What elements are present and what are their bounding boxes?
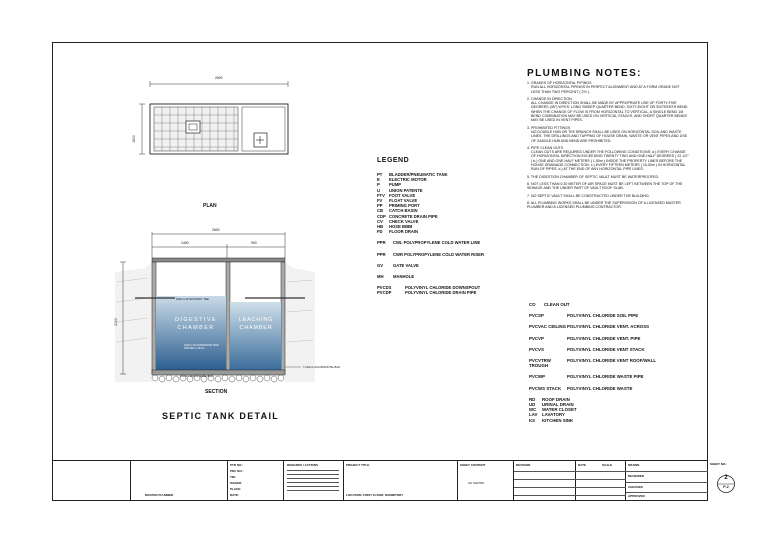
plumbing-notes-title: PLUMBING NOTES: [527, 68, 642, 79]
septic-tank-plan [138, 76, 298, 156]
date-label: DATE: [230, 493, 239, 497]
section-height-dimension: 2100 [113, 318, 118, 326]
scale-label: SCALE [602, 463, 613, 467]
list-item: CO CLEAN OUT [529, 302, 570, 307]
master-plumber-label: MASTER PLUMBER [145, 493, 174, 497]
plan-width-dimension: 2600 [215, 76, 223, 80]
list-item: 5. THE DIGESTION CHAMBER OF SEPTIC VAULT MUST BE WATERPROOFED. [527, 174, 660, 179]
leaching-chamber-label: LEACHING CHAMBER [238, 317, 274, 331]
project-title-label: PROJECT TITLE [346, 463, 370, 467]
list-item: PVCWP POLYVINYL CHLORIDE WASTE PIPE [529, 374, 644, 380]
approved-label: APPROVED [628, 494, 645, 498]
legend-secondary-list [529, 302, 694, 423]
ptr-label: PTR NO.: [230, 463, 244, 467]
prc-label: PRC NO.: [230, 469, 244, 473]
list-item: 1. GRADES OF HORIZONTAL PIPINGS RUN ALL HORIZONTAL PIPINGS IN PERFECT ALIGNMENT AND AT A FORM GRADE NOT LESS THAN TWO PERCENT ( 2% ). [527, 81, 680, 94]
sanitary-tee-note: 100mm Ø SANITARY TEE [176, 297, 209, 301]
list-item: PVCWS STACK POLYVINYL CHLORIDE WASTE [529, 385, 633, 391]
drawing-title: SEPTIC TANK DETAIL [162, 411, 280, 421]
horizontal-bar-note: 100mm Ø HORIZONTAL BAR SPACED 1.10mm [184, 344, 219, 351]
list-item: PVCSP POLYVINYL CHLORIDE SOIL PIPE [529, 313, 639, 319]
plan-height-dimension: 1600 [131, 135, 136, 143]
list-item: 2. CHANGE IN DIRECTION ALL CHANGE IN DIRECTION SHALL BE MADE BY APPROPRIATE USE OF FORTY-FIVE DEGREES (45°) WYES, LONG SWEEP QUARTER BEND, SIXTY-EIGHT OR SIXTEENTH BEND. WHEN THE CHANGE OF FLOW IS FROM HORIZONTAL TO VERTICAL, A SINGLE BEND 1/8 BEND COMBINATION MAY BE USED ON VERTICAL STACKS, AND SHORT QUARTER BENDS MAY BE USED IN VENT PIPES. [527, 96, 689, 123]
list-item: 7. NO SEPTIC VAULT SHALL BE CONSTRUCTED UNDER THE BUILDING. [527, 193, 650, 198]
issued-label: ISSUED: [230, 481, 243, 485]
tin-label: TIN: [230, 475, 236, 479]
list-item: E ELECTRIC MOTOR [377, 177, 427, 183]
as-shown-label: AS SHOWN [468, 481, 485, 485]
plan-label: PLAN [203, 203, 217, 209]
plumbing-notes-list [527, 81, 689, 212]
list-item: U UNION PATENTE [377, 187, 423, 193]
list-item: PPR CWL POLYPROPYLENE COLD WATER LINE [377, 240, 481, 246]
list-item: PVCDP POLYVINYL CHLORIDE DRAIN PIPE [377, 290, 477, 296]
list-item: P PUMP [377, 182, 402, 188]
list-item: FTV FOOT VALVE [377, 192, 416, 198]
sheet-sub-number: P-2 [723, 485, 729, 489]
location-label: LOCATION: FIRST FLOOR, DORMITORY [346, 493, 404, 497]
legend-list [377, 172, 522, 296]
title-block [53, 460, 707, 501]
section-width-dimension: 2600 [212, 228, 220, 232]
list-item: RD ROOF DRAIN [529, 396, 570, 402]
section-label: SECTION [205, 389, 228, 395]
list-item: PP PRIMING PORT [377, 203, 420, 209]
digestive-chamber-label: DIGESTIVE CHAMBER [175, 317, 217, 331]
list-item: PT BLADDER/PNEUMATIC TANK [377, 172, 448, 177]
reviewed-label: REVIEWED [628, 474, 645, 478]
section-left-dimension: 1400 [181, 241, 189, 245]
list-item: 4. PIPE CLEAN OUTS CLEAN OUTS ARE REQUIRED UNDER THE FOLLOWING CONDITIONS: a.) EVERY CHANGE OF HORIZONTAL DIRECTION EXCEEDING TWENTY TWO AND ONE-HALF DEGREES ( 22 1/2° ) b.) ONE AND ONE-HALF METERS ( 1.50m ) INSIDE THE PROPERTY LINES BEFORE THE HOUSE DRAINAGE CONNECTION. c.) EVERY FIFTEEN METERS ( 15.00m ) IN HORIZONTAL RUN OF PIPES. d.) AT THE END OF ANY HORIZONTAL PIPE LINES. [527, 145, 689, 172]
sheet-number: 2 [724, 475, 728, 481]
list-item: WC WATER CLOSET [529, 407, 577, 413]
remarks-label: REMARKS / ACTIONS [287, 463, 319, 467]
list-item: GV GATE VALVE [377, 262, 419, 268]
list-item: 8. ALL PLUMBING WORKS SHALL BE UNDER THE SUPERVISION OF A LICENSED MASTER PLUMBER AND A LICENSED PLUMBING CONTRACTOR. [527, 200, 681, 210]
list-item: KS KITCHEN SINK [529, 417, 574, 423]
list-item: PVCVS POLYVINYL CHLORIDE VENT STACK [529, 346, 645, 352]
list-item: CV CHECK VALVE [377, 218, 419, 224]
drawn-label: DRAWN [628, 463, 640, 467]
list-item: 6. NOT LESS THAN 0.30 METER OF AIR SPACE MUST BE LEFT BETWEEN THE TOP OF THE SEWAGE AND THE UNDER PART OF VAULT ROOF SLAB. [527, 181, 683, 191]
list-item: UD URINAL DRAIN [529, 402, 574, 408]
list-item: PVCVTRW TROUGH POLYVINYL CHLORIDE VENT ROOF/WALL [529, 358, 657, 369]
septic-tank-section [115, 232, 315, 392]
revision-label: REVISION [516, 463, 531, 467]
right-bar-note: 7-100mm Ø HORIZONTAL BAR [303, 366, 340, 369]
list-item: HB HOSE BIBB [377, 224, 413, 230]
list-item: 3. PROHIBITED FITTINGS NO DOUBLE HUB OR TEE BRANCH SHALL BE USED ON HORIZONTAL SOIL AND WASTE LINES. THE DRILLINGS AND TAPPING OF HOUSE DRAIN, WASTE OR VENT PIPES AND USE OF SADDLE HUB AND BEND ARE PROHIBITED. [527, 125, 688, 143]
place-label: PLACE: [230, 487, 242, 491]
checked-label: CHECKED [628, 485, 643, 489]
list-item: MH MANHOLE [377, 274, 415, 280]
list-item: CDP CONCRETE DRAIN PIPE [377, 213, 438, 219]
list-item: FV FLOAT VALVE [377, 198, 418, 204]
legend-title: LEGEND [377, 157, 410, 164]
list-item: PVCVP POLYVINYL CHLORIDE VENT. PIPE [529, 335, 641, 341]
list-item: PVCVAC CEILING POLYVINYL CHLORIDE VENT. ACROSS [529, 324, 650, 330]
list-item: PVCDS POLYVINYL CHLORIDE DOWNSPOUT [377, 285, 481, 291]
sheet-no-label: SHEET NO.: [710, 462, 728, 466]
list-item: CB CATCH BASIN [377, 208, 418, 214]
section-right-dimension: 900 [251, 241, 257, 245]
transverse-bar-note: 100mm TRANSVERSE BAR [180, 375, 213, 378]
list-item: FD FLOOR DRAIN [377, 229, 419, 235]
list-item: PPR CWR POLYPROPYLENE COLD WATER RISER [377, 251, 484, 257]
date-column-label: DATE [578, 463, 586, 467]
list-item: LAV LAVATORY [529, 412, 565, 418]
sheet-content-label: SHEET CONTENT [460, 463, 486, 467]
